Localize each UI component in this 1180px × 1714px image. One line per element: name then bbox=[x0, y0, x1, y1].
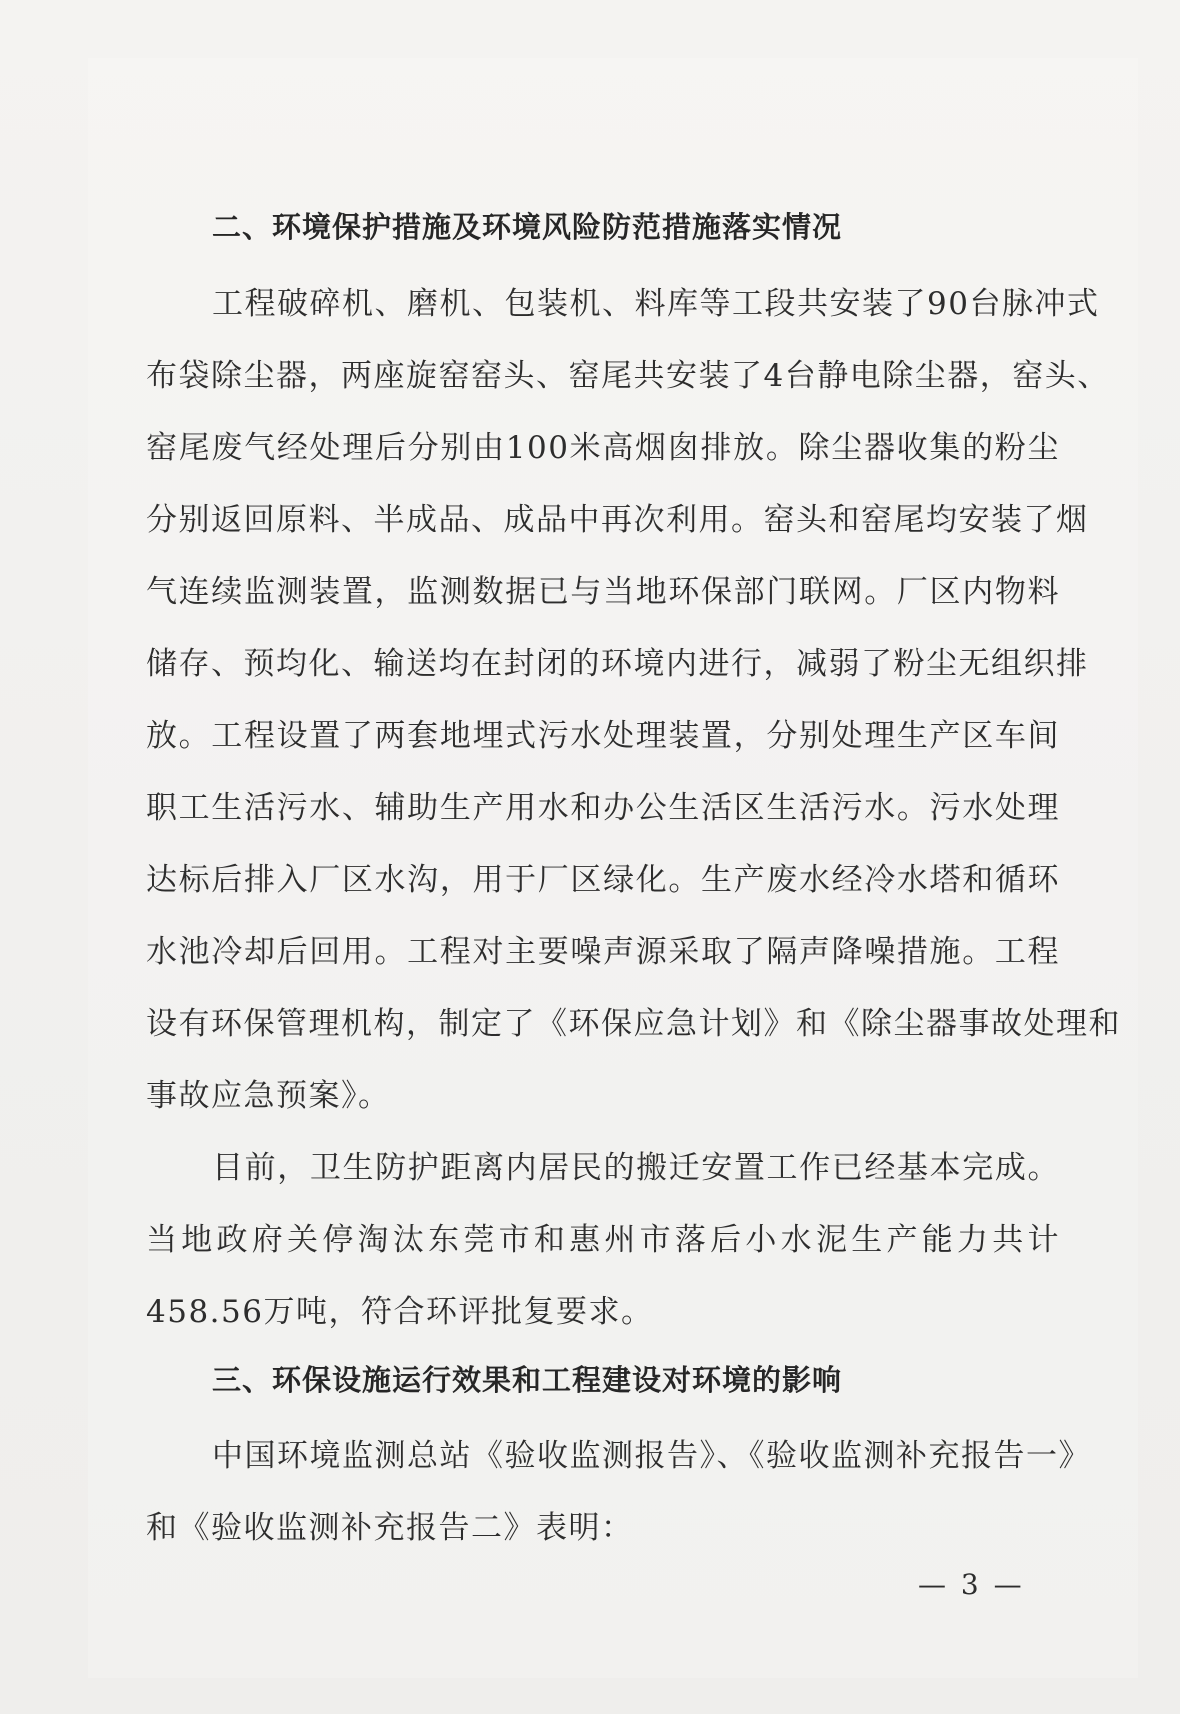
paragraph-line: 放。工程设置了两套地埋式污水处理装置，分别处理生产区车间 bbox=[146, 718, 1060, 754]
paragraph-line: 和《验收监测补充报告二》表明： bbox=[146, 1510, 634, 1546]
paragraph-line: 工程破碎机、磨机、包装机、料库等工段共安装了90台脉冲式 bbox=[212, 286, 1100, 322]
paragraph-line: 目前，卫生防护距离内居民的搬迁安置工作已经基本完成。 bbox=[212, 1150, 1060, 1186]
paragraph-line: 事故应急预案》。 bbox=[146, 1078, 391, 1114]
paragraph-line: 布袋除尘器，两座旋窑窑头、窑尾共安装了4台静电除尘器，窑头、 bbox=[146, 358, 1110, 394]
paragraph-line: 分别返回原料、半成品、成品中再次利用。窑头和窑尾均安装了烟 bbox=[146, 502, 1089, 538]
paragraph-line: 设有环保管理机构，制定了《环保应急计划》和《除尘器事故处理和 bbox=[146, 1006, 1121, 1042]
paragraph-line: 当地政府关停淘汰东莞市和惠州市落后小水泥生产能力共计 bbox=[146, 1222, 1060, 1258]
section-2-heading: 二、环境保护措施及环境风险防范措施落实情况 bbox=[212, 210, 843, 244]
paragraph-line: 458.56万吨，符合环评批复要求。 bbox=[146, 1294, 654, 1330]
section-3-heading: 三、环保设施运行效果和工程建设对环境的影响 bbox=[212, 1363, 843, 1397]
paragraph-line: 达标后排入厂区水沟，用于厂区绿化。生产废水经冷水塔和循环 bbox=[146, 862, 1060, 898]
paragraph-line: 储存、预均化、输送均在封闭的环境内进行，减弱了粉尘无组织排 bbox=[146, 646, 1089, 682]
paragraph-line: 气连续监测装置，监测数据已与当地环保部门联网。厂区内物料 bbox=[146, 574, 1060, 610]
page-number: — 3 — bbox=[918, 1568, 1025, 1601]
paragraph-line: 水池冷却后回用。工程对主要噪声源采取了隔声降噪措施。工程 bbox=[146, 934, 1060, 970]
paragraph-line: 职工生活污水、辅助生产用水和办公生活区生活污水。污水处理 bbox=[146, 790, 1060, 826]
paragraph-line: 中国环境监测总站《验收监测报告》、《验收监测补充报告一》 bbox=[212, 1438, 1091, 1474]
paragraph-line: 窑尾废气经处理后分别由100米高烟囱排放。除尘器收集的粉尘 bbox=[146, 430, 1060, 466]
